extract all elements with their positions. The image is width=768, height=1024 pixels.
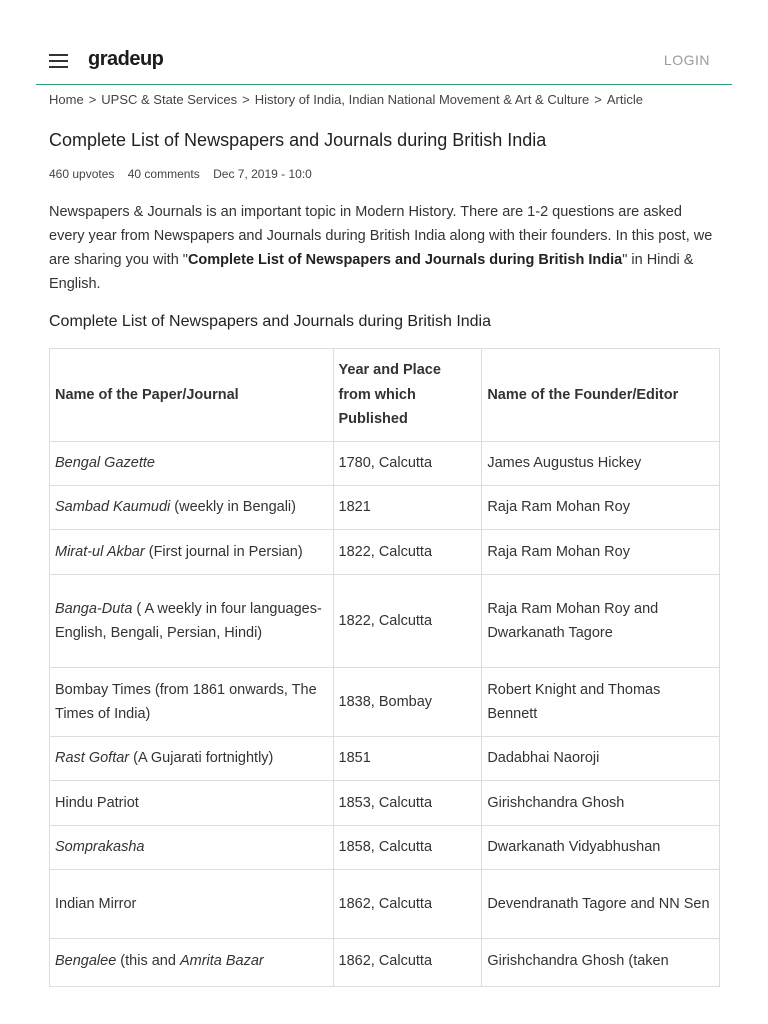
table-row xyxy=(50,870,720,939)
paper-name-rest: (this and xyxy=(116,953,180,969)
breadcrumb-upsc[interactable]: UPSC & State Services xyxy=(101,92,238,107)
paper-name-rest: (weekly in Bengali) xyxy=(170,499,296,516)
paper-name-italic: Bengal Gazette xyxy=(55,455,155,472)
paper-name-rest: Indian Mirror xyxy=(55,895,137,912)
paper-name-italic: Rast Goftar xyxy=(55,750,130,767)
table-row xyxy=(50,826,720,870)
intro-bold-text: Complete List of Newspapers and Journals during British India xyxy=(187,252,623,268)
table-heading: Complete List of Newspapers and Journals during British India xyxy=(49,313,492,330)
founder-cell: James Augustus Hickey xyxy=(482,442,720,486)
table-row xyxy=(50,781,720,826)
paper-name-rest: (First journal in Persian) xyxy=(144,543,303,560)
hamburger-menu-icon[interactable] xyxy=(49,54,68,68)
header-founder: Name of the Founder/Editor xyxy=(482,349,720,442)
year-place-cell: 1862, Calcutta xyxy=(333,870,482,939)
paper-name-cell xyxy=(50,442,334,486)
breadcrumb-home[interactable]: Home xyxy=(49,92,84,107)
breadcrumb-article[interactable]: Article xyxy=(606,92,643,107)
breadcrumb-history[interactable]: History of India, Indian National Movement & Art & Culture xyxy=(254,92,590,107)
article-meta xyxy=(49,167,322,181)
paper-name-italic: Mirat-ul Akbar xyxy=(55,543,145,560)
paper-name-cell xyxy=(50,737,334,781)
table-row xyxy=(50,530,720,575)
paper-name-cell xyxy=(50,575,334,668)
table-row xyxy=(50,939,720,987)
table-row xyxy=(50,737,720,781)
table-row xyxy=(50,442,720,486)
founder-cell: Dwarkanath Vidyabhushan xyxy=(482,826,720,870)
founder-cell: Girishchandra Ghosh (taken xyxy=(482,939,720,987)
intro-text-end: " in Hindi & English. xyxy=(49,252,694,292)
table-row xyxy=(50,486,720,530)
newspapers-table xyxy=(49,348,720,987)
publish-date: Dec 7, 2019 - 10:0 xyxy=(213,167,312,181)
gradeup-logo[interactable]: gradeup xyxy=(88,48,164,70)
comments-count[interactable]: 40 comments xyxy=(127,167,200,181)
table-row xyxy=(50,668,720,737)
header-paper-name: Name of the Paper/Journal xyxy=(50,349,334,442)
paper-name-rest: (A Gujarati fortnightly) xyxy=(129,750,274,767)
upvotes-count[interactable]: 460 upvotes xyxy=(49,167,115,181)
intro-text: Newspapers & Journals is an important topic in Modern History. There are 1-2 questions are asked every year from Newspapers and Journals during British India along with their founders. In this post, we are sharing you with " xyxy=(49,204,713,268)
year-place-cell: 1853, Calcutta xyxy=(333,781,482,826)
breadcrumb-separator: > xyxy=(88,92,97,107)
founder-cell: Girishchandra Ghosh xyxy=(482,781,720,826)
founder-cell: Robert Knight and Thomas Bennett xyxy=(482,668,720,737)
article-title: Complete List of Newspapers and Journals during British India xyxy=(49,130,547,150)
table-container xyxy=(49,348,720,988)
paper-name-cell xyxy=(50,781,334,826)
paper-name-italic: Banga-Duta xyxy=(55,600,133,617)
paper-name-rest: Bombay Times (from 1861 onwards, The Times of India) xyxy=(55,681,317,722)
year-place-cell: 1780, Calcutta xyxy=(333,442,482,486)
founder-cell: Raja Ram Mohan Roy xyxy=(482,530,720,575)
founder-cell: Dadabhai Naoroji xyxy=(482,737,720,781)
login-link[interactable]: LOGIN xyxy=(663,52,710,68)
paper-name-italic-2: Amrita Bazar xyxy=(179,953,264,969)
founder-cell: Raja Ram Mohan Roy xyxy=(482,486,720,530)
breadcrumb-separator: > xyxy=(594,92,602,107)
header-year-place: Year and Place from which Published xyxy=(333,349,482,442)
year-place-cell: 1821 xyxy=(333,486,482,530)
paper-name-italic: Somprakasha xyxy=(55,839,145,856)
year-place-cell: 1851 xyxy=(333,737,482,781)
paper-name-cell xyxy=(50,870,334,939)
paper-name-cell xyxy=(50,486,334,530)
paper-name-rest: Hindu Patriot xyxy=(55,794,139,811)
breadcrumb-separator: > xyxy=(242,92,250,107)
founder-cell: Devendranath Tagore and NN Sen xyxy=(482,870,720,939)
paper-name-cell xyxy=(50,530,334,575)
paper-name-italic: Sambad Kaumudi xyxy=(55,499,171,516)
year-place-cell: 1862, Calcutta xyxy=(333,939,482,987)
table-header-row xyxy=(50,349,720,442)
paper-name-italic: Bengalee xyxy=(55,953,117,969)
year-place-cell: 1838, Bombay xyxy=(333,668,482,737)
table-row xyxy=(50,575,720,668)
intro-paragraph xyxy=(49,200,719,296)
year-place-cell: 1822, Calcutta xyxy=(333,530,482,575)
paper-name-cell xyxy=(50,668,334,737)
paper-name-cell xyxy=(50,826,334,870)
year-place-cell: 1858, Calcutta xyxy=(333,826,482,870)
founder-cell: Raja Ram Mohan Roy and Dwarkanath Tagore xyxy=(482,575,720,668)
year-place-cell: 1822, Calcutta xyxy=(333,575,482,668)
top-header xyxy=(36,40,732,85)
paper-name-rest: ( A weekly in four languages- English, Bengali, Persian, Hindi) xyxy=(55,600,322,641)
paper-name-cell xyxy=(50,939,334,987)
breadcrumb xyxy=(49,92,643,107)
